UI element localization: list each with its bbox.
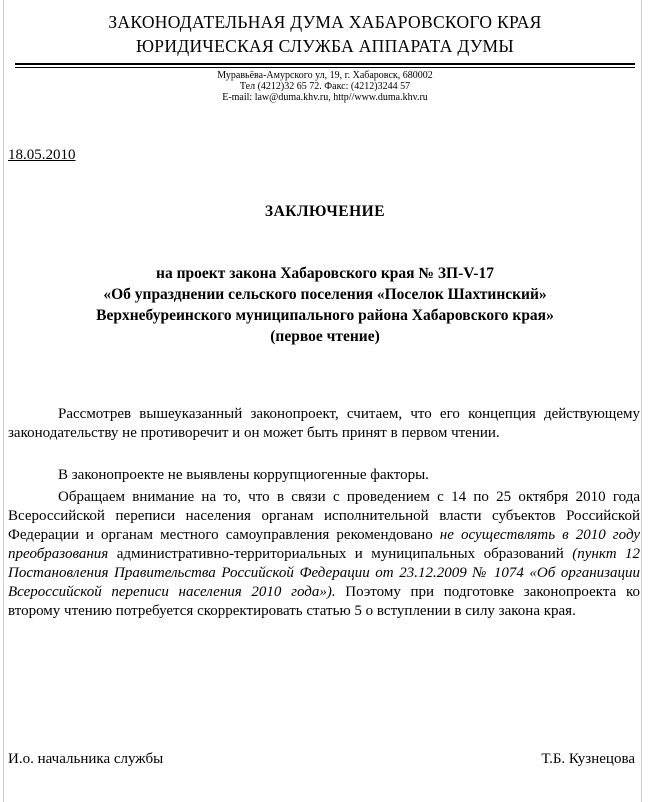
paragraph-3-part-a: Обращаем внимание на то, что в связи с проведением с 14 по 25 октября 2010 года Всероссийской переписи населения органам исполнительной власти субъектов Российской Федерации и органам местного самоуправления рекомендовано xyxy=(8,489,640,543)
subject-line-3: Верхнебуреинского муниципального района Хабаровского края» xyxy=(96,307,554,324)
department-name: ЮРИДИЧЕСКАЯ СЛУЖБА АППАРАТА ДУМЫ xyxy=(136,36,514,56)
contact-email: E-mail: law@duma.khv.ru, http//www.duma.khv.ru xyxy=(222,92,428,103)
document-date: 18.05.2010 xyxy=(8,147,76,163)
page-right-border xyxy=(641,0,642,802)
paragraph-3-italic-reference: (пункт 12 Постановления Правительства Российской Федерации от 23.12.2009 № 1074 «Об организации Всероссийской переписи населения 2010 года»). xyxy=(8,546,640,600)
paragraph-2: В законопроекте не выявлены коррупциогенные факторы. xyxy=(58,467,429,483)
signatory-name: Т.Б. Кузнецова xyxy=(541,751,635,767)
org-name: ЗАКОНОДАТЕЛЬНАЯ ДУМА ХАБАРОВСКОГО КРАЯ xyxy=(108,12,542,32)
header-divider-thick xyxy=(15,63,635,65)
contact-phone: Тел (4212)32 65 72. Факс: (4212)3244 57 xyxy=(239,81,411,92)
subject-line-4: (первое чтение) xyxy=(270,328,380,345)
contact-address: Муравьёва-Амурского ул, 19, г. Хабаровск, 680002 xyxy=(217,70,433,81)
document-subject xyxy=(0,263,650,347)
document-title: ЗАКЛЮЧЕНИЕ xyxy=(264,203,386,220)
paragraph-3 xyxy=(8,488,640,621)
paragraph-3-part-e: Поэтому при подготовке законопроекта ко второму чтению потребуется скорректировать статью 5 о вступлении в силу закона края. xyxy=(8,584,640,619)
header-divider-thin xyxy=(15,67,635,68)
paragraph-1: Рассмотрев вышеуказанный законопроект, считаем, что его концепция действующему законодательству не противоречит и он может быть принят в первом чтении. xyxy=(8,406,640,441)
signatory-role: И.о. начальника службы xyxy=(8,751,164,767)
subject-line-2: «Об упразднении сельского поселения «Поселок Шахтинский» xyxy=(103,286,547,303)
paragraph-3-italic-recommendation: не осуществлять в 2010 году преобразования xyxy=(8,527,641,562)
page-left-border xyxy=(3,0,4,802)
paragraph-3-part-c: административно-территориальных и муниципальных образований xyxy=(108,546,573,562)
subject-line-1: на проект закона Хабаровского края № ЗП-V-17 xyxy=(156,265,494,282)
